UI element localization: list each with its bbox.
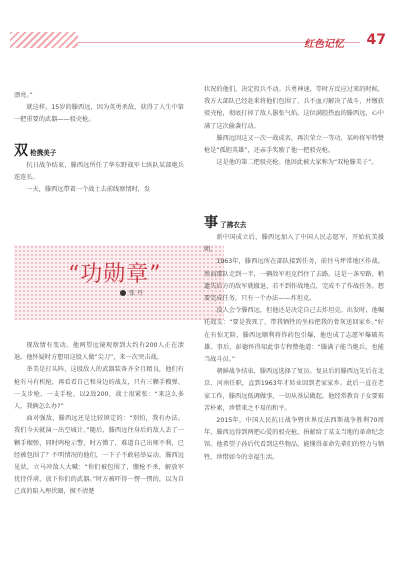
subheading-glyph: 事 xyxy=(204,215,218,231)
paragraph: 2015年，中国人民抗日战争暨世界反法西斯战争胜利70周年，滕西远得到两把心爱的驳壳枪，捐献给了某支当地的革命纪念馆。他希望子孙后代看到这些物品，能懂得革命先辈们的努力与牺牲，珍惜如今的幸福生活。 xyxy=(204,417,384,461)
paragraph: 没人会令滕西远，但他还是决定自己去炸坦克。出发时，他嘱托战友：“要是我死了，带我牺牲的坐标把我的骨灰送回家乡。”好在有惊无险，滕西远顺利将炸药包引爆，他也成了志愿军爆破英雄。事后，彭德怀得知此事专程赞他道：“滕满子能当炮兵，也能当战斗员。” xyxy=(204,307,384,364)
subheading-leave xyxy=(204,212,246,232)
page-number: 47 xyxy=(366,32,386,48)
paragraph: 状况的他们，决定投兵不动。兵勇神速，等时方反应过来的时候，我方大部队已经赶来将他们包围了，兵不血刃解决了战斗，并缴获驳壳枪，彻底打掉了敌人嚣张气焰。这位满腔热血的滕西远，心中满了这次偷袭行动。 xyxy=(204,86,384,130)
paragraph: 面对强敌，滕西远还是比较镇定的：“别怕，我有办法。我们今天就演一出空城计。”随后，滕西远往身后的敌人丢了一颗手榴弹，同时鸣枪示警，时方懵了，难道自己出师不利，已经被包围了？不明情况的他们，一下子不敢轻举妄动。滕西远见状，立马冲敌人大喊：“你们被包围了，缴枪不杀，解放军优待俘虏，放下你们的武器。”时方被吓得一愣一愣的，以为自己真的陷入埋伏圈，摸不清楚 xyxy=(14,415,184,496)
subheading-text: 了拂衣去 xyxy=(220,221,247,229)
paragraph: 现敌情有变动。他两望远镜观察到大约有200人正在溃退。他怀疑时方想用这股人做“尖刀”，来一次突击战。 xyxy=(14,342,184,362)
author-icon xyxy=(120,290,126,296)
col2-top-text xyxy=(204,84,384,169)
paragraph: 这是他的第二把驳壳枪。他因此被大家称为“双枪滕美子”。 xyxy=(216,159,378,167)
subheading-text: 枪携美子 xyxy=(30,149,57,157)
author-byline xyxy=(120,288,143,297)
col1-top-text xyxy=(14,90,184,127)
paragraph: 1963年，滕西远所在部队接到任务，前往马坪常地区作战。然而那队走到一半，一辆敌军坦克挡住了去路。这是一条窄路，稍遗失后方的敌军就撤退，若不到作战地点，完成不了作战任务。想要完成任务，只有一个办法——炸坦克。 xyxy=(204,258,384,303)
author-name: 张 丹 xyxy=(129,290,143,297)
article-title: “功勋章” xyxy=(68,262,162,287)
col1-bottom-text xyxy=(14,340,184,499)
col1-mid-text xyxy=(14,160,184,197)
paragraph: 滕西远因这又一次一战成名，再次荣立一等功，某岭将军特赞枪是“孤胆英雄”，还亲手奖励了他一把驳壳枪。 xyxy=(204,134,384,155)
paragraph: 一天，滕西远带着一个战士去前线察情时，发 xyxy=(26,186,151,194)
paragraph: 朝鲜战争结束，滕西远选择了复员。复员后的滕西远先后在北京、河南任职，直到1963年才转业回到老家家乡。此后一直在老家工作，滕西远低调做事，一切从基层做起。他经常教育子女要艰苦朴素，珍惜来之不易的和平。 xyxy=(204,368,384,412)
header-decoration xyxy=(10,32,78,48)
paragraph: 漂亮。” xyxy=(14,92,33,99)
paragraph: 新中国成立后，滕西远加入了中国人民志愿军，开始抗美援朝。 xyxy=(204,234,384,254)
subheading-glyph: 双 xyxy=(14,143,28,159)
section-name: 红色记忆 xyxy=(304,39,344,50)
paragraph: 抗日战争结束，滕西远所任了华东野战军七纵队某部炮兵连连长。 xyxy=(14,162,184,182)
subheading-double-gun xyxy=(14,140,56,160)
col2-bottom-text xyxy=(204,232,384,464)
paragraph: 举美是打头阵，这股敌人的武器装备齐全且精良，他们有枪有马有机枪，再看看自己和身边的战友，只有三颗手榴弹、一支步枪、一支手枪，以2敌200，战士很紧张：“来这么多人，我俩怎么办?” xyxy=(14,366,184,411)
paragraph: 就这样，15岁的滕西远，因为英勇杀敌，获得了人生中第一把重要的武器——驳壳枪。 xyxy=(14,104,184,124)
